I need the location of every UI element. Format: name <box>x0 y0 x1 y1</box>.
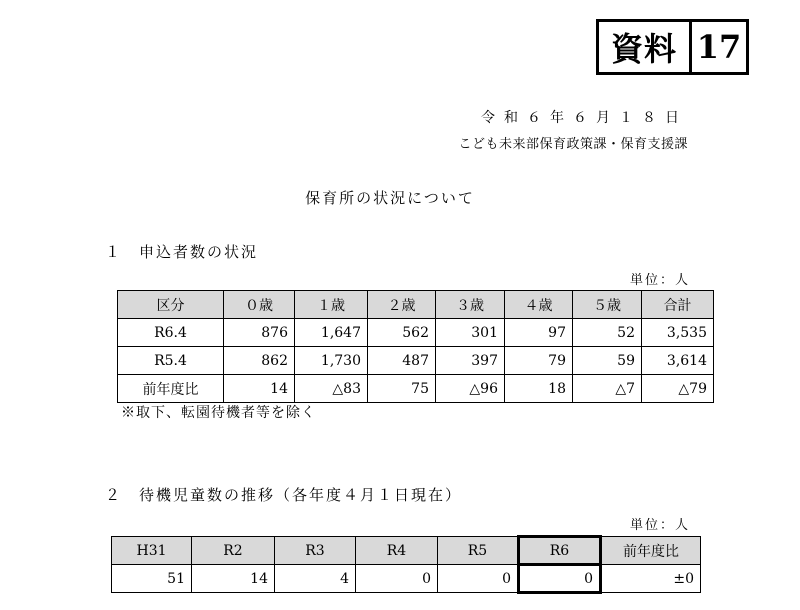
section1-unit: 単位：人 <box>629 273 690 288</box>
table-cell: 14 <box>224 375 295 403</box>
table-header-cell: H31 <box>112 537 192 565</box>
table-cell: △83 <box>295 375 368 403</box>
table-cell: 14 <box>192 565 275 593</box>
table-cell: 0 <box>356 565 438 593</box>
table-cell: 301 <box>436 319 505 347</box>
document-number-badge <box>596 19 749 75</box>
table-header-row <box>118 291 714 319</box>
table-header-cell: ５歳 <box>573 291 642 319</box>
document-date: 令和６年６月１８日 <box>481 110 688 126</box>
table-cell: △79 <box>642 375 714 403</box>
table-row-label: 前年度比 <box>118 375 224 403</box>
table-cell: 487 <box>368 347 436 375</box>
table-cell: ±0 <box>601 565 701 593</box>
table-header-cell: ２歳 <box>368 291 436 319</box>
waiting-children-table <box>111 535 701 594</box>
table-cell: 3,535 <box>642 319 714 347</box>
table-header-cell: R3 <box>275 537 356 565</box>
table-cell: 562 <box>368 319 436 347</box>
table-header-cell: ０歳 <box>224 291 295 319</box>
table-cell: 59 <box>573 347 642 375</box>
table-header-cell: 前年度比 <box>601 537 701 565</box>
table-cell: 52 <box>573 319 642 347</box>
table-cell: 18 <box>505 375 573 403</box>
table-cell: 97 <box>505 319 573 347</box>
table-cell: 79 <box>505 347 573 375</box>
table-row <box>118 319 714 347</box>
badge-label: 資料 <box>599 22 692 72</box>
table-row <box>118 375 714 403</box>
section1-heading: １ 申込者数の状況 <box>105 243 259 261</box>
table-header-row <box>112 537 701 565</box>
section2-unit: 単位：人 <box>629 518 690 533</box>
badge-number: 17 <box>696 28 742 66</box>
table-cell: 51 <box>112 565 192 593</box>
table-cell: 0 <box>438 565 519 593</box>
document-title: 保育所の状況について <box>305 189 475 207</box>
table-cell: 75 <box>368 375 436 403</box>
table-header-cell-highlighted: R6 <box>519 537 601 565</box>
table-cell: 1,730 <box>295 347 368 375</box>
table-cell: 4 <box>275 565 356 593</box>
table-header-cell: 区分 <box>118 291 224 319</box>
table-cell: △7 <box>573 375 642 403</box>
table-header-cell: ３歳 <box>436 291 505 319</box>
table-cell-highlighted: 0 <box>519 565 601 593</box>
table-header-cell: R2 <box>192 537 275 565</box>
table-cell: △96 <box>436 375 505 403</box>
table-header-cell: ４歳 <box>505 291 573 319</box>
applicants-table <box>117 290 714 403</box>
table-cell: 1,647 <box>295 319 368 347</box>
table-cell: 3,614 <box>642 347 714 375</box>
table-row-label: R5.4 <box>118 347 224 375</box>
table-cell: 876 <box>224 319 295 347</box>
section2-heading: ２ 待機児童数の推移（各年度４月１日現在） <box>105 486 463 504</box>
table-header-cell: R5 <box>438 537 519 565</box>
table-footnote: ※取下、転園待機者等を除く <box>121 405 316 421</box>
department-name: こども未来部保育政策課・保育支援課 <box>458 137 688 152</box>
table-header-cell: １歳 <box>295 291 368 319</box>
table-cell: 862 <box>224 347 295 375</box>
table-row <box>118 347 714 375</box>
table-header-cell: 合計 <box>642 291 714 319</box>
table-row <box>112 565 701 593</box>
table-row-label: R6.4 <box>118 319 224 347</box>
table-header-cell: R4 <box>356 537 438 565</box>
table-cell: 397 <box>436 347 505 375</box>
